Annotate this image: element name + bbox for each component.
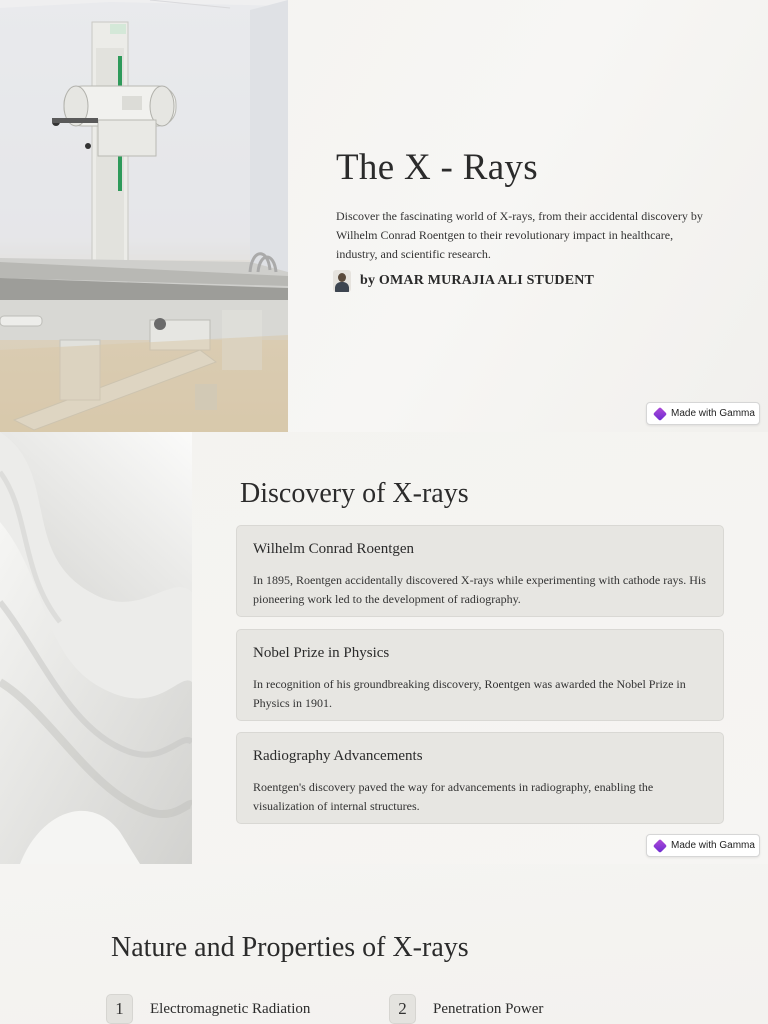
slide-discovery xyxy=(0,432,768,864)
property-number: 1 xyxy=(106,994,133,1024)
badge-label: Made with Gamma xyxy=(671,408,755,419)
card-title: Nobel Prize in Physics xyxy=(253,645,390,661)
section-heading: Discovery of X-rays xyxy=(240,478,469,509)
slide-description: Discover the fascinating world of X-rays, from their accidental discovery by Wilhelm Conrad Roentgen to their revolutionary impact in healthcare, industry, and scientific research. xyxy=(336,209,703,261)
slide-title-heading: The X - Rays xyxy=(336,147,538,188)
made-with-gamma-badge[interactable] xyxy=(646,834,760,857)
property-label: Electromagnetic Radiation xyxy=(150,1000,311,1017)
card-text: In recognition of his groundbreaking discovery, Roentgen was awarded the Nobel Prize in Physics in 1901. xyxy=(253,677,686,710)
gamma-logo-icon xyxy=(653,406,667,420)
author-line xyxy=(333,270,594,292)
made-with-gamma-badge[interactable] xyxy=(646,402,760,425)
info-card xyxy=(236,629,724,721)
xray-machine-image xyxy=(0,0,288,432)
slide-properties xyxy=(0,864,768,1024)
card-text: In 1895, Roentgen accidentally discovered X-rays while experimenting with cathode rays. His pioneering work led to the development of radiography. xyxy=(253,573,706,606)
slide-title xyxy=(0,0,768,432)
section-heading: Nature and Properties of X-rays xyxy=(111,932,469,963)
property-item xyxy=(389,994,543,1024)
white-drapery-image xyxy=(0,432,192,864)
author-name: by OMAR MURAJIA ALI STUDENT xyxy=(360,273,595,288)
property-item xyxy=(106,994,310,1024)
author-avatar xyxy=(333,270,351,292)
property-number: 2 xyxy=(389,994,416,1024)
card-title: Radiography Advancements xyxy=(253,748,423,764)
card-text: Roentgen's discovery paved the way for advancements in radiography, enabling the visualization of internal structures. xyxy=(253,780,654,813)
badge-label: Made with Gamma xyxy=(671,840,755,851)
info-card xyxy=(236,732,724,824)
info-card xyxy=(236,525,724,617)
card-title: Wilhelm Conrad Roentgen xyxy=(253,541,415,557)
gamma-logo-icon xyxy=(653,838,667,852)
property-label: Penetration Power xyxy=(433,1000,544,1017)
